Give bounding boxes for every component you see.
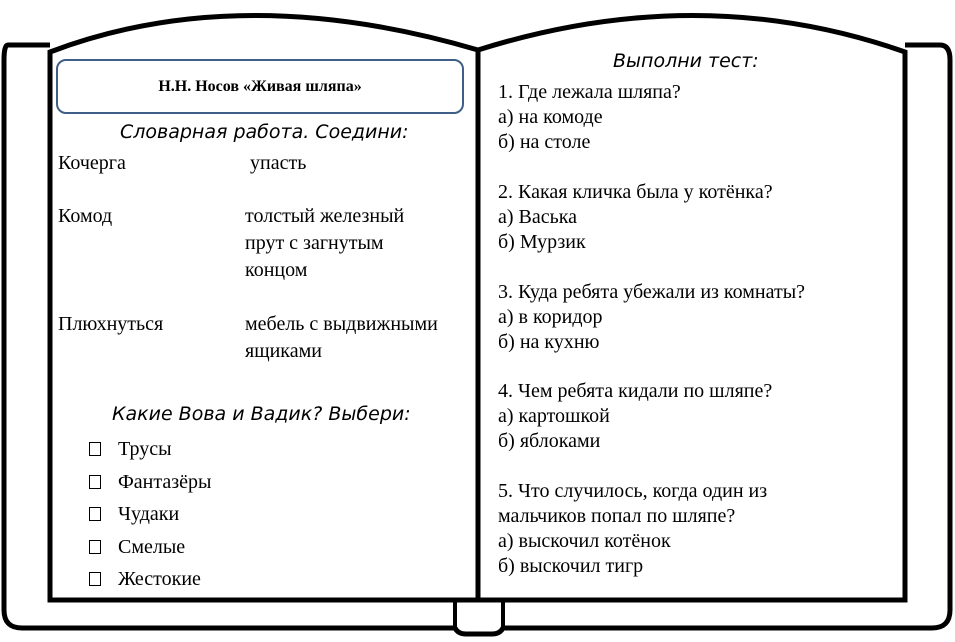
question: 4. Чем ребята кидали по шляпе? [498, 380, 773, 402]
question: 3. Куда ребята убежали из комнаты? [498, 281, 806, 303]
choice-label: Жестокие [118, 568, 201, 590]
answer-option[interactable]: а) на комоде [498, 106, 603, 128]
answer-option[interactable]: б) яблоками [498, 430, 601, 452]
vocab-definition: концом [245, 259, 308, 281]
answer-option[interactable]: а) в коридор [498, 306, 603, 328]
vocab-word: Комод [58, 205, 113, 227]
choice-label: Смелые [118, 536, 186, 558]
vocab-definition: прут с загнутым [245, 232, 384, 254]
question: 5. Что случилось, когда один из [498, 480, 768, 502]
question: 2. Какая кличка была у котёнка? [498, 181, 773, 203]
answer-option[interactable]: б) на столе [498, 131, 591, 153]
vocab-heading: Словарная работа. Соедини: [120, 121, 409, 143]
answer-option[interactable]: а) картошкой [498, 405, 610, 427]
vocab-word: Кочерга [58, 152, 126, 174]
answer-option[interactable]: а) выскочил котёнок [498, 530, 671, 552]
vocab-definition: мебель с выдвижными [245, 313, 438, 335]
answer-option[interactable]: б) на кухню [498, 331, 600, 353]
vocab-definition: толстый железный [245, 205, 405, 227]
answer-option[interactable]: б) выскочил тигр [498, 555, 644, 577]
checkbox[interactable] [89, 540, 101, 554]
checkbox[interactable] [89, 475, 101, 489]
checkbox[interactable] [89, 507, 101, 521]
checkbox[interactable] [89, 572, 101, 586]
vocab-definition: упасть [250, 152, 307, 174]
test-heading: Выполни тест: [613, 50, 759, 72]
answer-option[interactable]: а) Васька [498, 206, 578, 228]
choice-label: Чудаки [118, 503, 180, 525]
vocab-definition: ящиками [245, 340, 322, 362]
choice-label: Фантазёры [118, 471, 212, 493]
story-title-box [56, 59, 464, 114]
answer-option[interactable]: б) Мурзик [498, 231, 586, 253]
story-title: Н.Н. Носов «Живая шляпа» [158, 77, 362, 95]
checkbox[interactable] [89, 442, 101, 456]
vocab-word: Плюхнуться [58, 313, 164, 335]
question: 1. Где лежала шляпа? [498, 81, 681, 103]
choice-heading: Какие Вова и Вадик? Выбери: [112, 403, 411, 425]
question-continued: мальчиков попал по шляпе? [498, 505, 736, 527]
choice-label: Трусы [118, 438, 172, 460]
